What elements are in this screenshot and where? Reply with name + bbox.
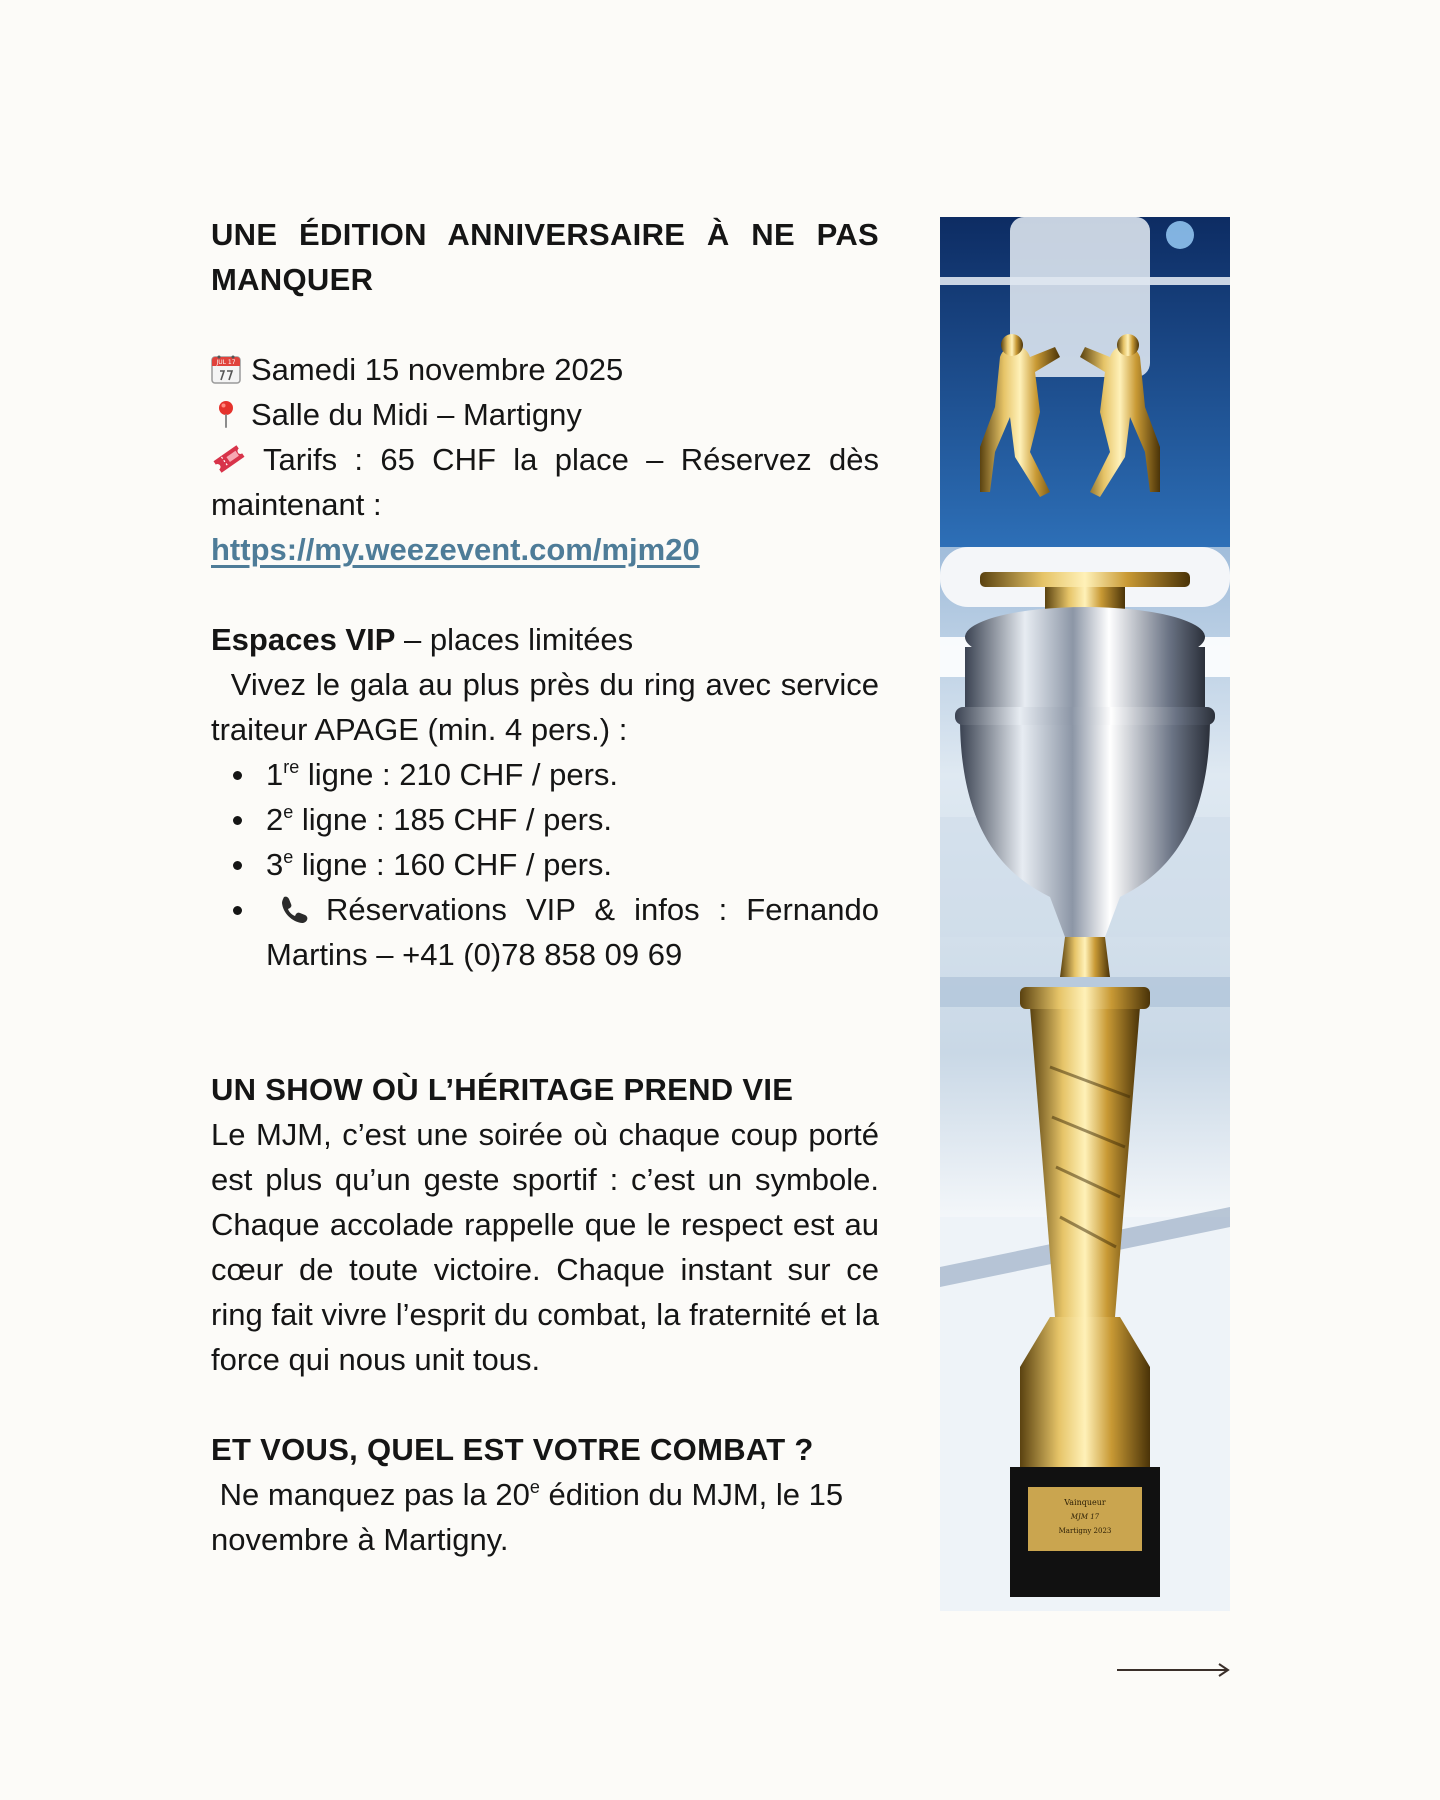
trophy-plaque-line2: MJM 17: [1070, 1513, 1100, 1521]
spacer: [211, 977, 879, 1067]
event-tickets-text: Tarifs : 65 CHF la place – Réservez dès maintenant :: [211, 442, 879, 522]
event-date-row: [211, 347, 879, 392]
vip-subtitle: – places limitées: [395, 622, 634, 657]
vip-contact-item: [211, 887, 879, 977]
event-venue-row: [211, 392, 879, 437]
location-pin-icon: [211, 399, 243, 429]
vip-description: Vivez le gala au plus près du ring avec service traiteur APAGE (min. 4 pers.) :: [211, 667, 888, 747]
vip-price-list: [211, 752, 879, 977]
spacer: [211, 1382, 879, 1427]
list-item: 3e ligne : 160 CHF / pers.: [211, 842, 879, 887]
heritage-paragraph: Le MJM, c’est une soirée où chaque coup porté est plus qu’un geste sportif : c’est un symbole. Chaque accolade rappelle que le respect est au cœur de toute victoire. Chaque instant sur ce ring fait vivre l’esprit du combat, la fraternité et la force qui nous unit tous.: [211, 1117, 879, 1377]
spacer: [211, 572, 879, 617]
trophy-plaque-line3: Martigny 2023: [1058, 1527, 1112, 1535]
trophy-plaque-line1: Vainqueur: [1064, 1498, 1106, 1507]
arrow-right-icon[interactable]: [1117, 1660, 1230, 1680]
heritage-heading: UN SHOW OÙ L’HÉRITAGE PREND VIE: [211, 1072, 794, 1107]
list-item: 1re ligne : 210 CHF / pers.: [211, 752, 879, 797]
spacer: [211, 302, 879, 347]
ticket-link[interactable]: https://my.weezevent.com/mjm20: [211, 532, 700, 567]
list-item: 2e ligne : 185 CHF / pers.: [211, 797, 879, 842]
event-tickets-row: [211, 437, 879, 527]
vip-title-row: [211, 617, 879, 662]
vip-title: Espaces VIP: [211, 622, 396, 657]
ticket-link-row: [211, 527, 879, 572]
phone-icon: [278, 894, 318, 924]
event-venue: Salle du Midi – Martigny: [251, 397, 582, 432]
trophy-photo: [940, 217, 1230, 1611]
combat-heading: ET VOUS, QUEL EST VOTRE COMBAT ?: [211, 1432, 814, 1467]
main-text-column: [211, 212, 888, 1562]
ticket-icon: [211, 444, 255, 474]
anniversary-heading: UNE ÉDITION ANNIVERSAIRE À NE PAS MANQUER: [211, 217, 879, 297]
vip-contact: Réservations VIP & infos : Fernando Martins – +41 (0)78 858 09 69: [266, 892, 879, 972]
calendar-icon-month: JUL 17: [216, 359, 236, 366]
closing-paragraph: Ne manquez pas la 20e édition du MJM, le 15 novembre à Martigny.: [211, 1477, 852, 1557]
calendar-icon: [211, 354, 243, 384]
event-date: Samedi 15 novembre 2025: [251, 352, 624, 387]
